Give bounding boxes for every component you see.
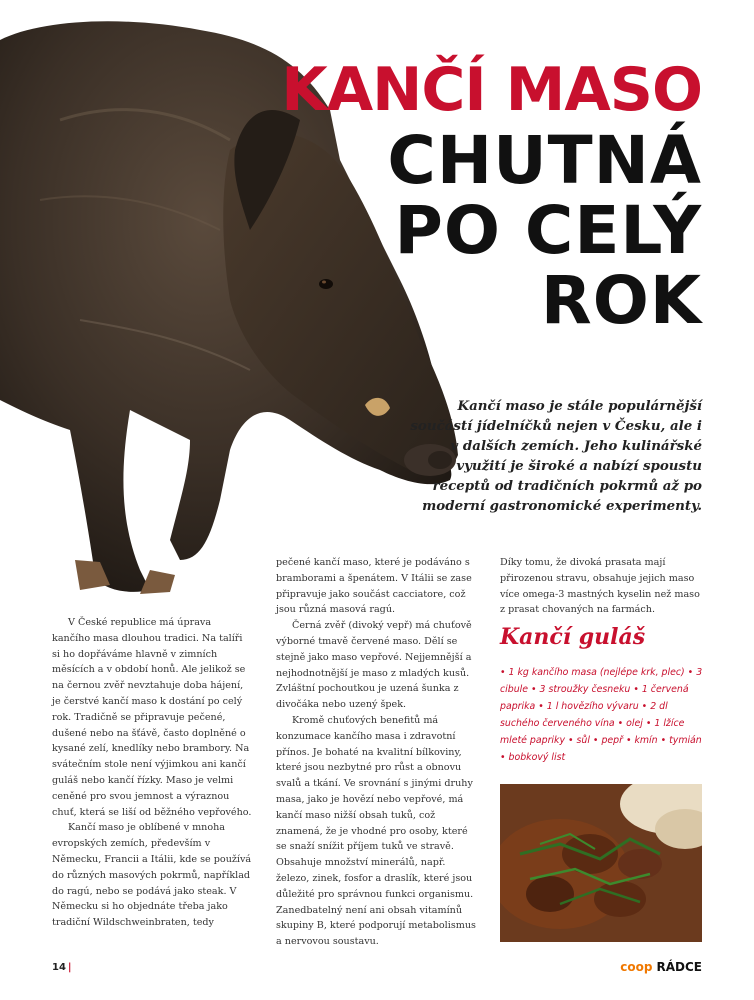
recipe-title: Kančí guláš [500,624,646,650]
paragraph: Díky tomu, že divoká prasata mají přirozenou stravu, obsahuje jejich maso více omega-3 mastných kyselin než maso z prasat chovaných na farmách. [500,557,700,616]
page-number: 14 [52,962,66,973]
bullet-icon: • [500,667,509,678]
bullet-icon: • [589,735,602,746]
paragraph: Kromě chuťových benefitů má konzumace kančího masa i zdravotní přínos. Je bohaté na kvalitní bílkoviny, které jsou nezbytné pro růst a obnovu svalů a tkání. Ve srovnání s jinými druhy masa, jako je hovězí nebo vepřové, má kančí maso nižší obsah tuků, což znamená, že je vhodné pro osoby, které se snaží snížit příjem tuků ve stravě. Obsahuje množství minerálů, např. železo, zinek, fosfor a draslík, které jsou důležité pro správnou funkci organismu. Zanedbatelný není ani obsah vitamínů skupiny B, které podporují metabolismus a nervovou soustavu. [276,714,476,948]
bullet-icon: • [535,701,547,712]
ingredient-item: tymián [669,735,702,746]
coop-logo: coop [620,960,653,974]
ingredient-item: 3 cibule [500,667,703,695]
paragraph: Kančí maso je oblíbené v mnoha evropských zemích, především v Německu, Francii a Itálii, kde se používá do různých masových pokrmů, například do ragú, nebo se podává jako steak. V Německu si ho objednáte třeba jako tradiční Wildschweinbraten, tedy [52,822,252,929]
ingredient-item: 1 lžíce mleté papriky [500,718,685,746]
ingredient-item: 3 stroužky česneku [539,684,631,695]
bullet-icon: • [642,718,655,729]
bullet-icon: • [500,752,509,763]
bullet-icon: • [630,684,642,695]
goulash-photo [500,784,702,942]
ingredient-item: 2 dl suchého červeného vína [500,701,668,729]
title-line-2: CHUTNÁ [387,122,702,199]
ingredient-item: 1 kg kančího masa (nejlépe krk, plec) [508,667,685,678]
text-column-3 [500,555,702,618]
ingredient-item: 1 červená paprika [500,684,689,712]
bullet-icon: • [684,667,697,678]
ingredient-item: bobkový list [508,752,566,763]
magazine-name: RÁDCE [656,960,702,974]
bullet-icon: • [657,735,670,746]
lead-paragraph: Kančí maso je stále populárnější součástí jídelníčků nejen v Česku, ale i v dalších zemích. Jeho kulinářské využití je široké a nabízí spoustu receptů od tradičních pokrmů až po moderní gastronomické experimenty. [410,398,702,514]
article-title [281,55,702,339]
bullet-icon: • [614,718,627,729]
brand-logo [620,960,702,974]
title-line-1: KANČÍ MASO [281,55,702,125]
paragraph: Černá zvěř (divoký vepř) má chuťově výborné tmavě červené maso. Dělí se stejně jako maso vepřové. Nejjemnější a nejhodnotnější je maso z mladých kusů. Zvláštní pochoutkou je uzená šunka z divočáka nebo uzený špek. [276,620,472,711]
divider: | [67,962,72,973]
ingredient-item: 1 l hovězího vývaru [546,701,639,712]
ingredient-item: pepř [601,735,623,746]
ingredient-item: sůl [576,735,590,746]
bullet-icon: • [622,735,635,746]
text-column-1 [52,615,252,931]
ingredient-item: olej [626,718,643,729]
page-footer [52,962,72,973]
paragraph: pečené kančí maso, které je podáváno s bramborami a špenátem. V Itálii se zase připravuje jako součást cacciatore, což jsou různá masová ragú. [276,557,472,616]
ingredients-list [500,664,705,766]
bullet-icon: • [638,701,651,712]
ingredient-item: kmín [634,735,658,746]
bullet-icon: • [565,735,577,746]
paragraph: V České republice má úprava kančího masa dlouhou tradici. Na talíři si ho dopřáváme hlavně v zimních měsících a v období honů. Ale jelikož se na černou zvěř nevztahuje doba hájení, je čerstvé kančí maso k dostání po celý rok. Tradičně se připravuje pečené, dušené nebo na šťávě, často doplněné o kysané zelí, knedlíky nebo brambory. Na svátečním stole není výjimkou ani kančí guláš nebo kančí řízky. Maso je velmi ceněné pro svou jemnost a výraznou chuť, která se liší od běžného vepřového. [52,617,252,818]
bullet-icon: • [528,684,540,695]
text-column-2 [276,555,478,950]
title-line-4: ROK [540,262,702,339]
title-line-3: PO CELÝ [394,192,702,269]
